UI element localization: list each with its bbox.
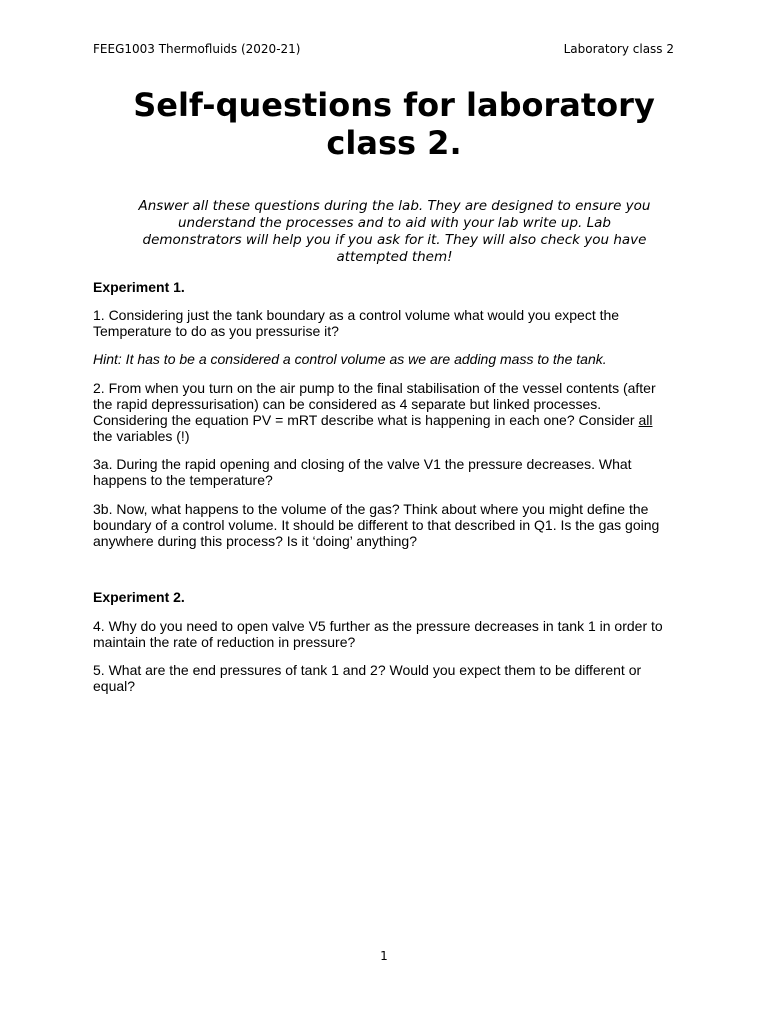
question-3a-line-2: happens to the temperature?	[93, 472, 273, 488]
intro-line-2: understand the processes and to aid with your lab write up. Lab	[178, 215, 611, 231]
intro-paragraph	[93, 198, 696, 266]
question-2-line-2: the rapid depressurisation) can be considered as 4 separate but linked processes.	[93, 396, 602, 412]
question-1-line-1: 1. Considering just the tank boundary as a control volume what would you expect the	[93, 307, 620, 323]
title-line-1: Self-questions for laboratory	[133, 86, 655, 124]
header-class: Laboratory class 2	[563, 42, 674, 56]
hint-text: Hint: It has to be a considered a control volume as we are adding mass to the tank.	[93, 351, 607, 367]
question-4-line-1: 4. Why do you need to open valve V5 further as the pressure decreases in tank 1 in order to	[93, 618, 663, 634]
experiment-1-heading: Experiment 1.	[93, 279, 185, 295]
intro-line-4: attempted them!	[336, 249, 453, 265]
page-header	[93, 42, 674, 56]
question-2	[93, 380, 702, 444]
header-course: FEEG1003 Thermofluids (2020-21)	[93, 42, 301, 56]
question-4	[93, 618, 702, 650]
page-number: 1	[380, 949, 388, 963]
intro-line-3: demonstrators will help you if you ask for it. They will also check you have	[142, 232, 647, 248]
experiment-2-heading: Experiment 2.	[93, 589, 185, 605]
question-5-line-2: equal?	[93, 678, 136, 694]
question-1-line-2: Temperature to do as you pressurise it?	[93, 323, 339, 339]
question-5-line-1: 5. What are the end pressures of tank 1 and 2? Would you expect them to be different or	[93, 662, 642, 678]
question-3a	[93, 456, 702, 488]
question-4-line-2: maintain the rate of reduction in pressure?	[93, 634, 356, 650]
question-3b-line-3: anywhere during this process? Is it ‘doing’ anything?	[93, 533, 418, 549]
underlined-all: all	[638, 412, 653, 428]
question-2-line-3	[93, 412, 702, 428]
question-3b	[93, 501, 702, 549]
page-title	[80, 86, 708, 162]
question-3b-line-2: boundary of a control volume. It should be different to that described in Q1. Is the gas going	[93, 517, 660, 533]
title-line-2: class 2.	[326, 124, 462, 162]
question-1	[93, 307, 702, 339]
question-2-line-4: the variables (!)	[93, 428, 190, 444]
question-3b-line-1: 3b. Now, what happens to the volume of the gas? Think about where you might define the	[93, 501, 649, 517]
question-3a-line-1: 3a. During the rapid opening and closing of the valve V1 the pressure decreases. What	[93, 456, 632, 472]
question-2-line-1: 2. From when you turn on the air pump to the final stabilisation of the vessel contents (after	[93, 380, 656, 396]
question-2-line-3-text: Considering the equation PV = mRT describe what is happening in each one? Consider	[93, 412, 639, 428]
question-5	[93, 662, 702, 694]
intro-line-1: Answer all these questions during the lab. They are designed to ensure you	[138, 198, 651, 214]
